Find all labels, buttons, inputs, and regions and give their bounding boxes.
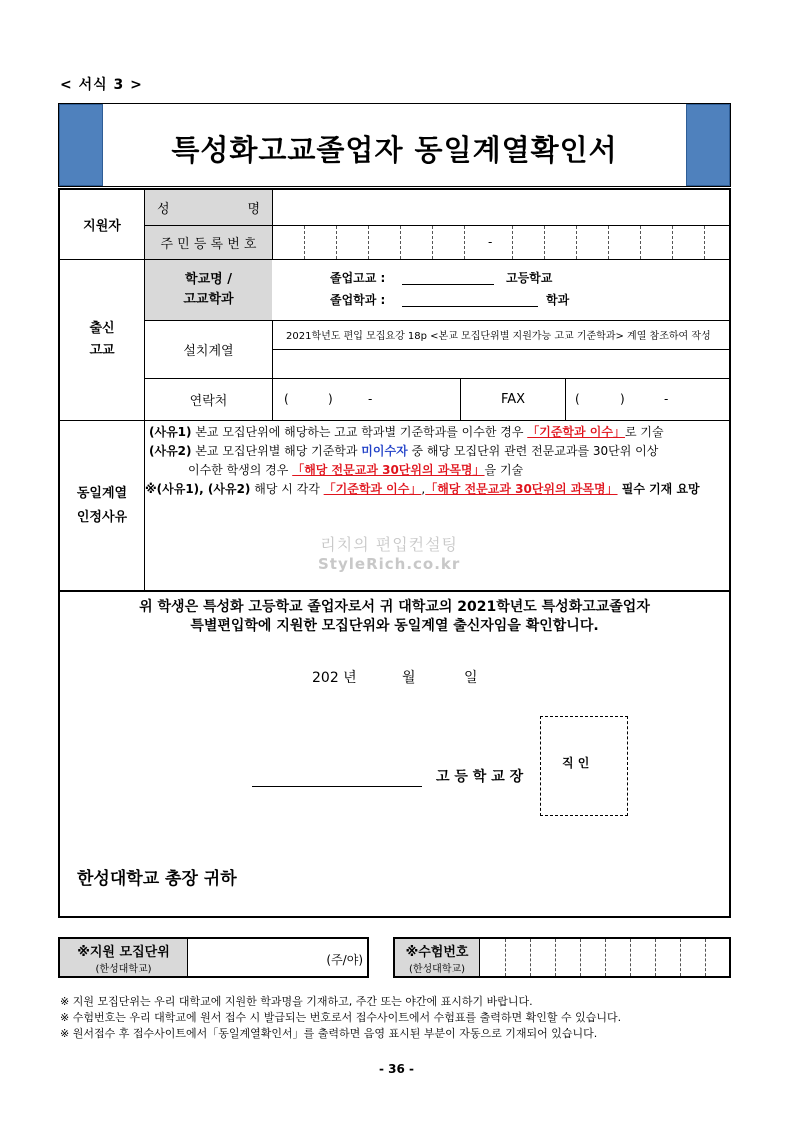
series-label: 설치계열 xyxy=(183,344,234,359)
date-month: 월 xyxy=(402,670,416,686)
exam-box xyxy=(393,937,731,978)
unit-label: ※지원 모집단위 xyxy=(77,944,170,960)
principal-label: 고 등 학 교 장 xyxy=(436,769,524,785)
reason-1: (사유1) 본교 모집단위에 해당하는 고교 학과별 기준학과를 이수한 경우 「기준학과 이수」로 기술 xyxy=(149,425,664,439)
contact-paren-close: ) xyxy=(328,392,333,406)
fax-paren-close: ) xyxy=(620,392,625,406)
grad-school-suffix: 고등학교 xyxy=(506,271,553,285)
reason-2: (사유2) 본교 모집단위별 해당 기준학과 미이수자 중 해당 모집단위 관련 전문교과를 30단위 이상 xyxy=(149,444,659,458)
fax-label: FAX xyxy=(500,392,526,407)
grad-school-label: 졸업고교 : xyxy=(330,271,386,285)
confirmation-line-1: 위 학생은 특성화 고등학교 졸업자로서 귀 대학교의 2021학년도 특성화고교졸업자 xyxy=(139,599,650,615)
grad-dept-label: 졸업학과 : xyxy=(330,293,386,307)
applicant-section-label: 지원자 xyxy=(83,219,121,234)
reason-note: ※(사유1), (사유2) 해당 시 각각 「기준학과 이수」,「해당 전문교과 30단위의 과목명」 필수 기재 요망 xyxy=(145,482,700,496)
fax-dash: - xyxy=(664,392,669,406)
seal-label: 직 인 xyxy=(562,756,590,770)
origin-section-label: 출신 고교 xyxy=(89,321,115,358)
school-label: 학교명 / 고교학과 xyxy=(145,260,272,320)
date-day: 일 xyxy=(464,670,478,686)
date-year: 202 년 xyxy=(312,670,357,686)
note-2: ※ 수험번호는 우리 대학교에 원서 접수 시 발급되는 번호로서 접수사이트에서 수험표를 출력하면 확인할 수 있습니다. xyxy=(60,1011,622,1024)
exam-sub: (한성대학교) xyxy=(408,963,466,975)
unit-sub: (한성대학교) xyxy=(95,963,152,975)
day-night-label: (주/야) xyxy=(326,953,363,967)
note-3: ※ 원서접수 후 접수사이트에서「동일계열확인서」를 출력하면 음영 표시된 부분이 자동으로 기재되어 있습니다. xyxy=(60,1027,598,1040)
confirmation-line-2: 특별편입학에 지원한 모집단위와 동일계열 출신자임을 확인합니다. xyxy=(190,618,599,634)
fax-paren-open: ( xyxy=(575,392,580,406)
page-number: - 36 - xyxy=(378,1062,414,1076)
contact-label: 연락처 xyxy=(189,394,228,409)
name-label: 성 명 xyxy=(145,190,272,225)
title-box xyxy=(58,103,731,187)
unit-box xyxy=(58,937,369,978)
resident-id-label: 주 민 등 록 번 호 xyxy=(145,226,272,259)
grad-dept-suffix: 학과 xyxy=(546,293,570,307)
notes xyxy=(60,994,621,1042)
watermark: 리치의 편입컨설팅 StyleRich.co.kr xyxy=(318,535,461,573)
reason-2-cont: 이수한 학생의 경우 「해당 전문교과 30단위의 과목명」을 기술 xyxy=(188,463,524,477)
form-number: < 서식 3 > xyxy=(60,77,143,93)
note-1: ※ 지원 모집단위는 우리 대학교에 지원한 학과명을 기재하고, 주간 또는 야간에 표시하기 바랍니다. xyxy=(60,995,533,1008)
contact-paren-open: ( xyxy=(284,392,289,406)
contact-dash: - xyxy=(368,392,373,406)
reason-section-label: 동일계열 인정사유 xyxy=(76,485,128,525)
series-note: 2021학년도 편입 모집요강 18p <본교 모집단위별 지원가능 고교 기준학과> 계열 참조하여 작성 xyxy=(286,331,711,342)
document-title: 특성화고교졸업자 동일계열확인서 xyxy=(171,133,618,167)
exam-label: ※수험번호 xyxy=(405,944,469,960)
resident-id-dash: - xyxy=(488,235,493,249)
addressee: 한성대학교 총장 귀하 xyxy=(77,869,237,889)
